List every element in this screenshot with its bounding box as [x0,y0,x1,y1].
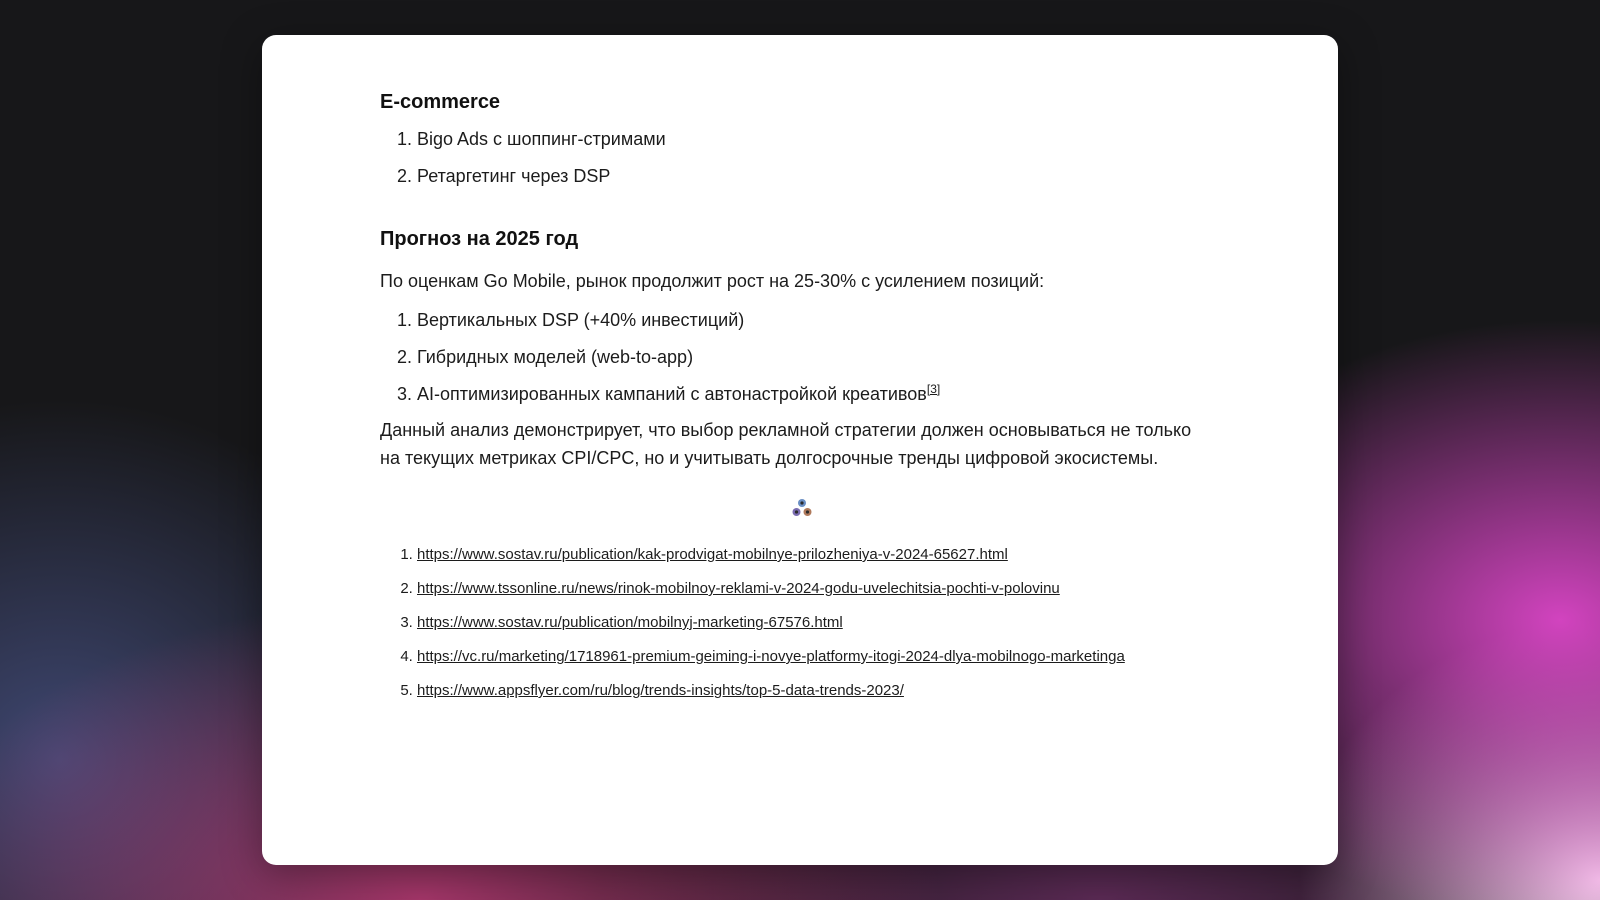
reference-item [417,576,1220,601]
ecommerce-heading: E-commerce [380,91,501,113]
triple-dots-asterism-icon [790,496,814,520]
list-item: 2. Гибридных моделей (web-to-app) [417,345,1220,369]
reference-item [417,542,1220,567]
document-card [262,35,1338,865]
reference-link[interactable]: https://www.appsflyer.com/ru/blog/trends-insights/top-5-data-trends-2023/ [417,682,904,699]
forecast-heading: Прогноз на 2025 год [380,228,579,250]
list-item: 1. Вертикальных DSP (+40% инвестиций) [417,308,1220,332]
reference-item [417,610,1220,635]
reference-link[interactable]: https://www.sostav.ru/publication/kak-prodvigat-mobilnye-prilozheniya-v-2024-65627.html [417,546,1008,563]
references-list [380,542,1220,703]
list-item [417,382,1220,406]
list-item: 2. Ретаргетинг через DSP [417,164,1220,188]
reference-link[interactable]: https://vc.ru/marketing/1718961-premium-geiming-i-novye-platformy-itogi-2024-dlya-mobilnogo-marketinga [417,648,1125,665]
list-item: 1. Bigo Ads с шоппинг-стримами [417,127,1220,151]
ecommerce-list [380,127,1220,188]
document-content [380,83,1220,703]
conclusion-paragraph: Данный анализ демонстрирует, что выбор рекламной стратегии должен основываться не только на текущих метриках CPI/CPC, но и учитывать долгосрочные тренды цифровой экосистемы. [380,420,1192,468]
reference-item [417,644,1220,669]
reference-link[interactable]: https://www.tssonline.ru/news/rinok-mobilnoy-reklami-v-2024-godu-uvelechitsia-pochti-v-polovinu [417,580,1060,597]
citation-link[interactable]: [3] [926,382,941,396]
reference-item [417,678,1220,703]
reference-link[interactable]: https://www.sostav.ru/publication/mobilnyj-marketing-67576.html [417,614,843,631]
forecast-list [380,308,1220,406]
forecast-intro: По оценкам Go Mobile, рынок продолжит рост на 25-30% с усилением позиций: [380,271,1045,291]
list-item-text: AI-оптимизированных кампаний с автонастройкой креативов [417,384,927,404]
